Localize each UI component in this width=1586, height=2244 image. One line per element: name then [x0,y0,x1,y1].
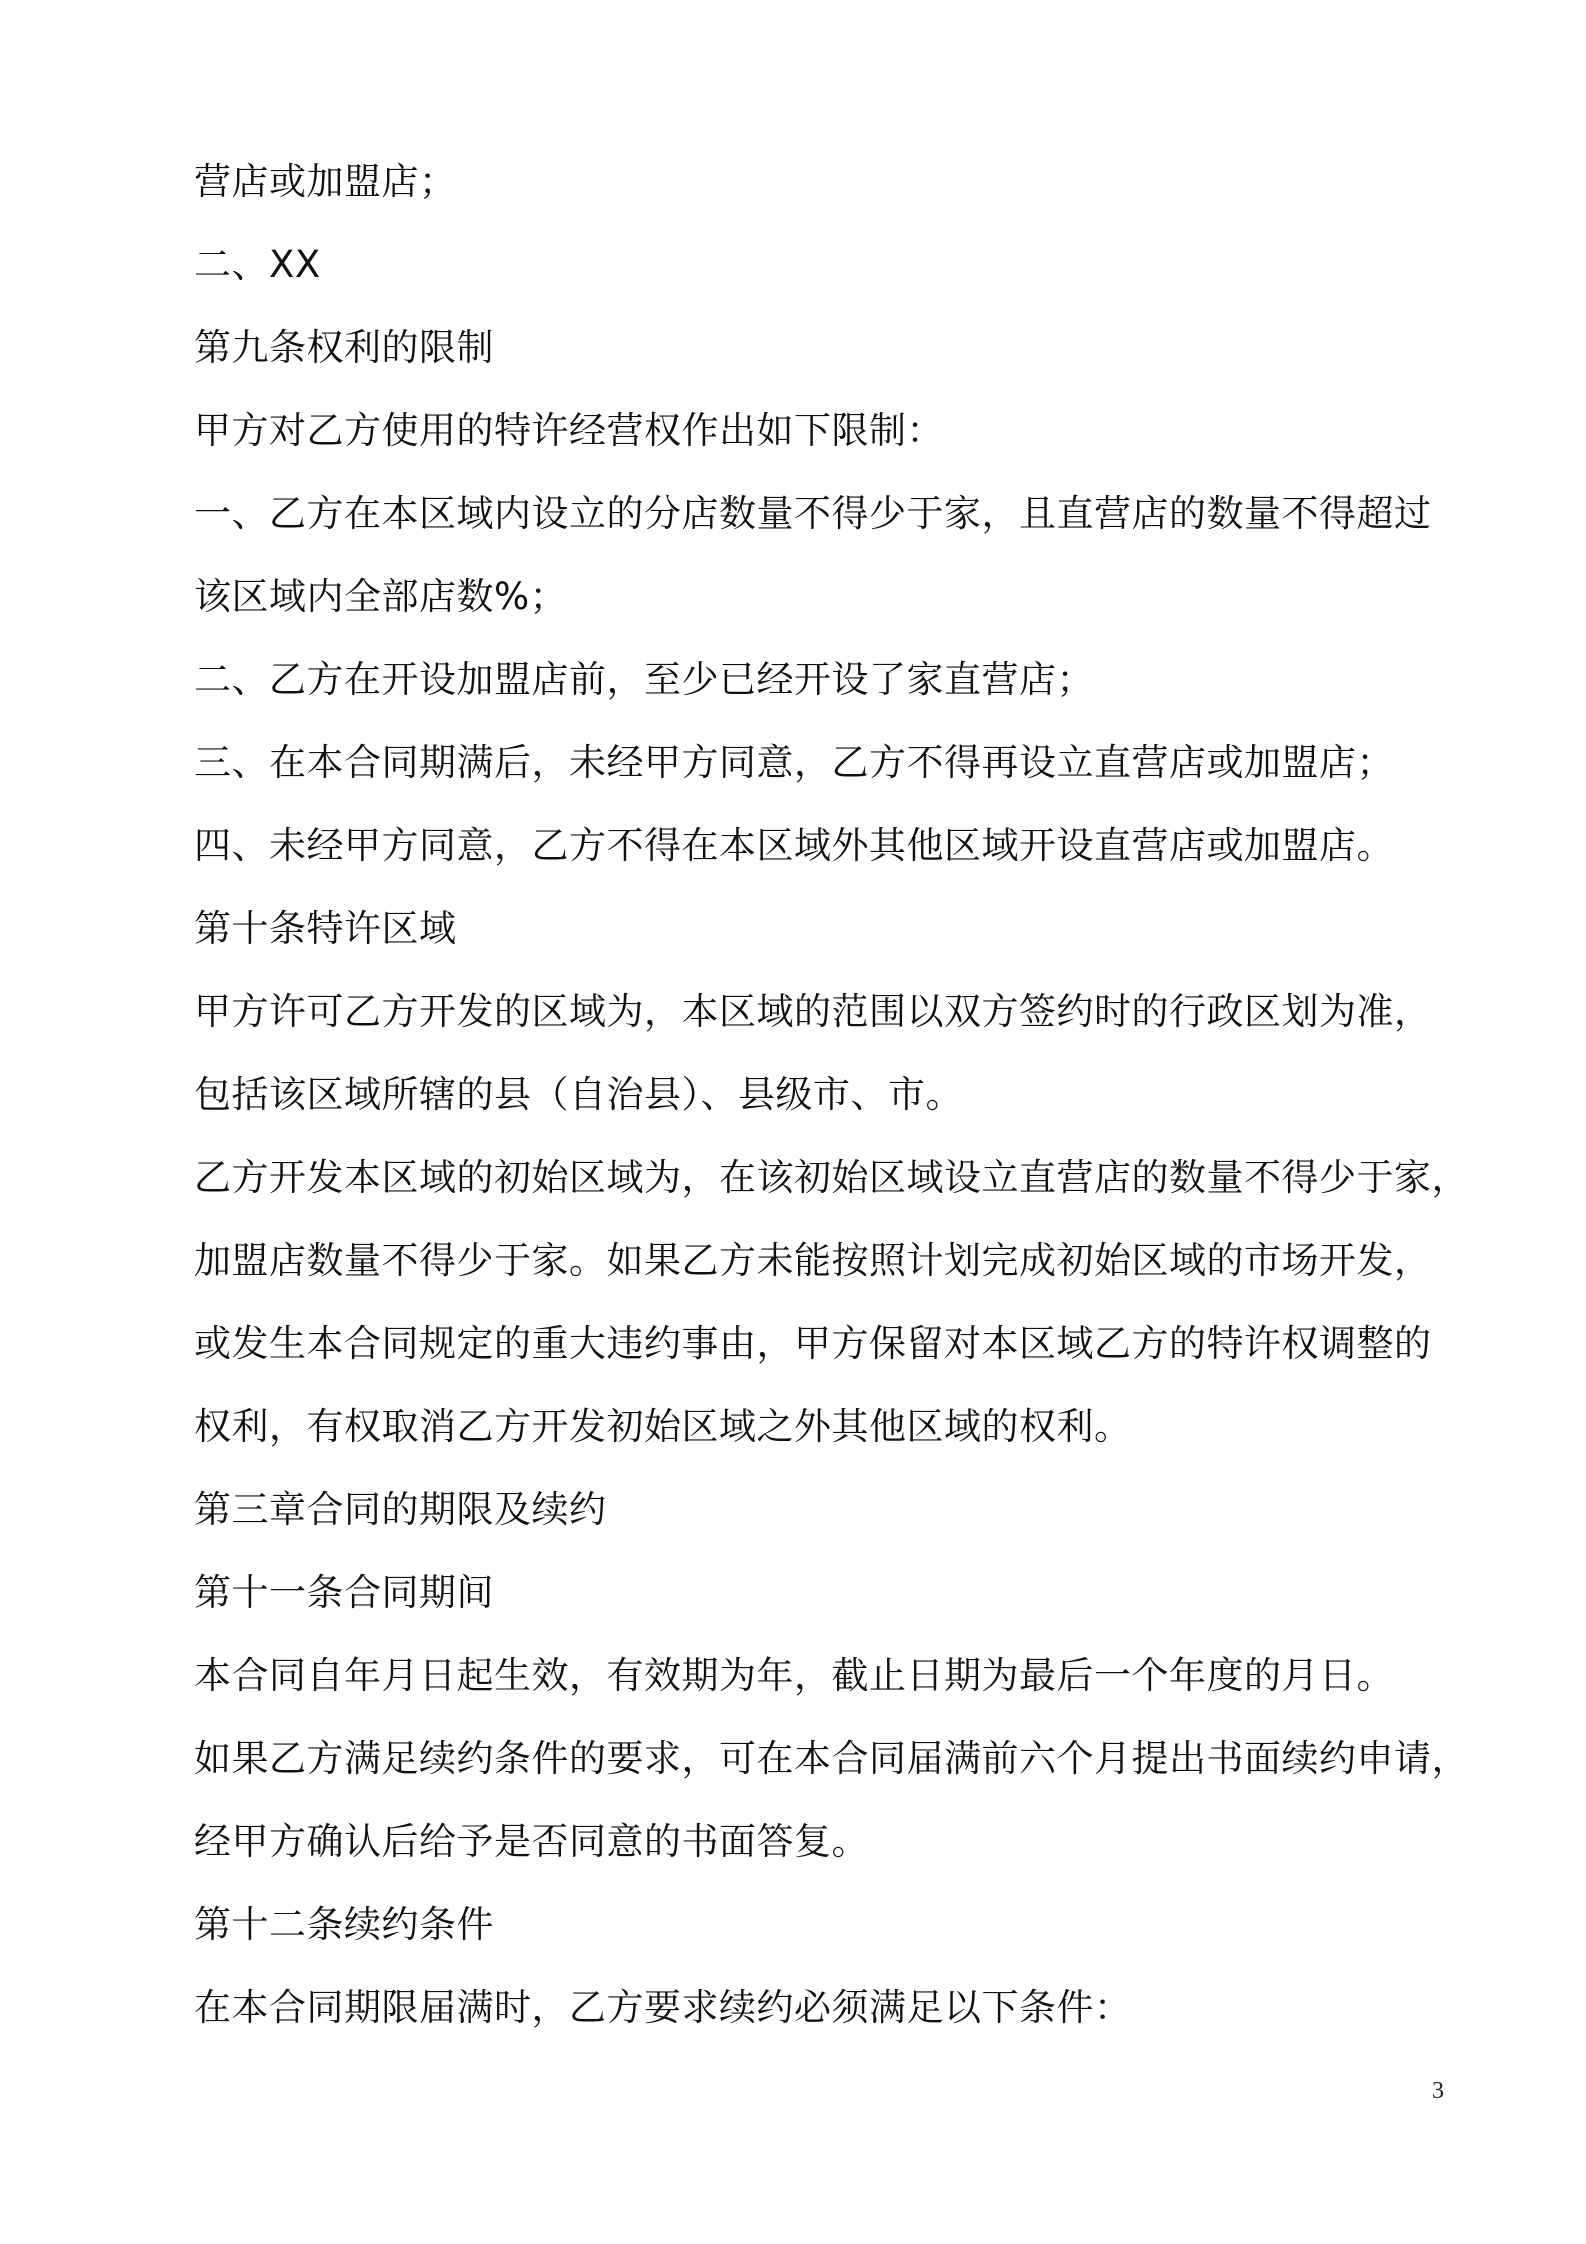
text-line: 权利，有权取消乙方开发初始区域之外其他区域的权利。 [194,1405,1132,1448]
text-line: 经甲方确认后给予是否同意的书面答复。 [194,1820,869,1863]
text-line: 营店或加盟店； [194,160,457,203]
text-line: 加盟店数量不得少于家。如果乙方未能按照计划完成初始区域的市场开发， [194,1239,1432,1282]
section-heading: 二、XX [194,243,321,286]
document-body [194,140,1469,2049]
text-line: 在本合同期限届满时，乙方要求续约必须满足以下条件： [194,1986,1132,2029]
text-line: 甲方许可乙方开发的区域为，本区域的范围以双方签约时的行政区划为准， [194,990,1432,1033]
text-line: 或发生本合同规定的重大违约事由，甲方保留对本区域乙方的特许权调整的 [194,1322,1432,1365]
chapter-heading: 第三章合同的期限及续约 [194,1488,607,1531]
text-line: 如果乙方满足续约条件的要求，可在本合同届满前六个月提出书面续约申请， [194,1737,1469,1780]
text-line: 四、未经甲方同意，乙方不得在本区域外其他区域开设直营店或加盟店。 [194,824,1394,867]
text-line: 三、在本合同期满后，未经甲方同意，乙方不得再设立直营店或加盟店； [194,741,1394,784]
article-heading: 第十一条合同期间 [194,1571,494,1614]
text-line: 本合同自年月日起生效，有效期为年，截止日期为最后一个年度的月日。 [194,1654,1394,1697]
text-line: 该区域内全部店数%； [194,575,568,618]
text-line: 甲方对乙方使用的特许经营权作出如下限制： [194,409,944,452]
page-number: 3 [1432,2078,1444,2104]
article-heading: 第十条特许区域 [194,907,457,950]
article-heading: 第九条权利的限制 [194,326,494,369]
text-line: 二、乙方在开设加盟店前，至少已经开设了家直营店； [194,658,1094,701]
article-heading: 第十二条续约条件 [194,1903,494,1946]
text-line: 一、乙方在本区域内设立的分店数量不得少于家，且直营店的数量不得超过 [194,492,1432,535]
text-line: 乙方开发本区域的初始区域为，在该初始区域设立直营店的数量不得少于家， [194,1156,1469,1199]
text-line: 包括该区域所辖的县（自治县）、县级市、市。 [194,1073,963,1116]
